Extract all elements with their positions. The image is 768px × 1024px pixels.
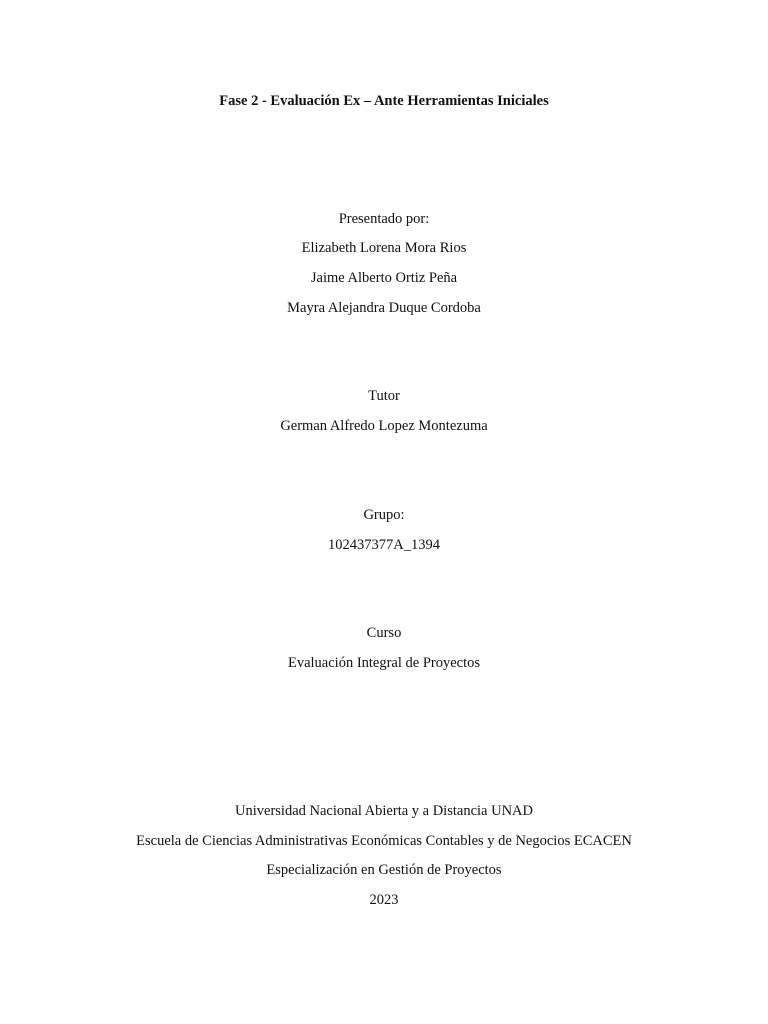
author-name: Mayra Alejandra Duque Cordoba xyxy=(287,300,481,316)
university-name: Universidad Nacional Abierta y a Distancia UNAD xyxy=(235,803,533,819)
tutor-name: German Alfredo Lopez Montezuma xyxy=(280,418,488,434)
course-name: Evaluación Integral de Proyectos xyxy=(287,655,481,671)
program-name: Especialización en Gestión de Proyectos xyxy=(266,862,502,878)
author-name: Elizabeth Lorena Mora Rios xyxy=(301,240,467,256)
document-year: 2023 xyxy=(369,892,399,908)
tutor-label: Tutor xyxy=(368,388,400,404)
group-label: Grupo: xyxy=(363,507,405,523)
course-label: Curso xyxy=(366,625,402,641)
author-name: Jaime Alberto Ortiz Peña xyxy=(310,270,458,286)
presented-by-label: Presentado por: xyxy=(338,211,430,227)
group-code: 102437377A_1394 xyxy=(328,537,440,553)
document-title: Fase 2 - Evaluación Ex – Ante Herramientas Iniciales xyxy=(219,93,549,109)
school-name: Escuela de Ciencias Administrativas Económicas Contables y de Negocios ECACEN xyxy=(136,833,632,849)
